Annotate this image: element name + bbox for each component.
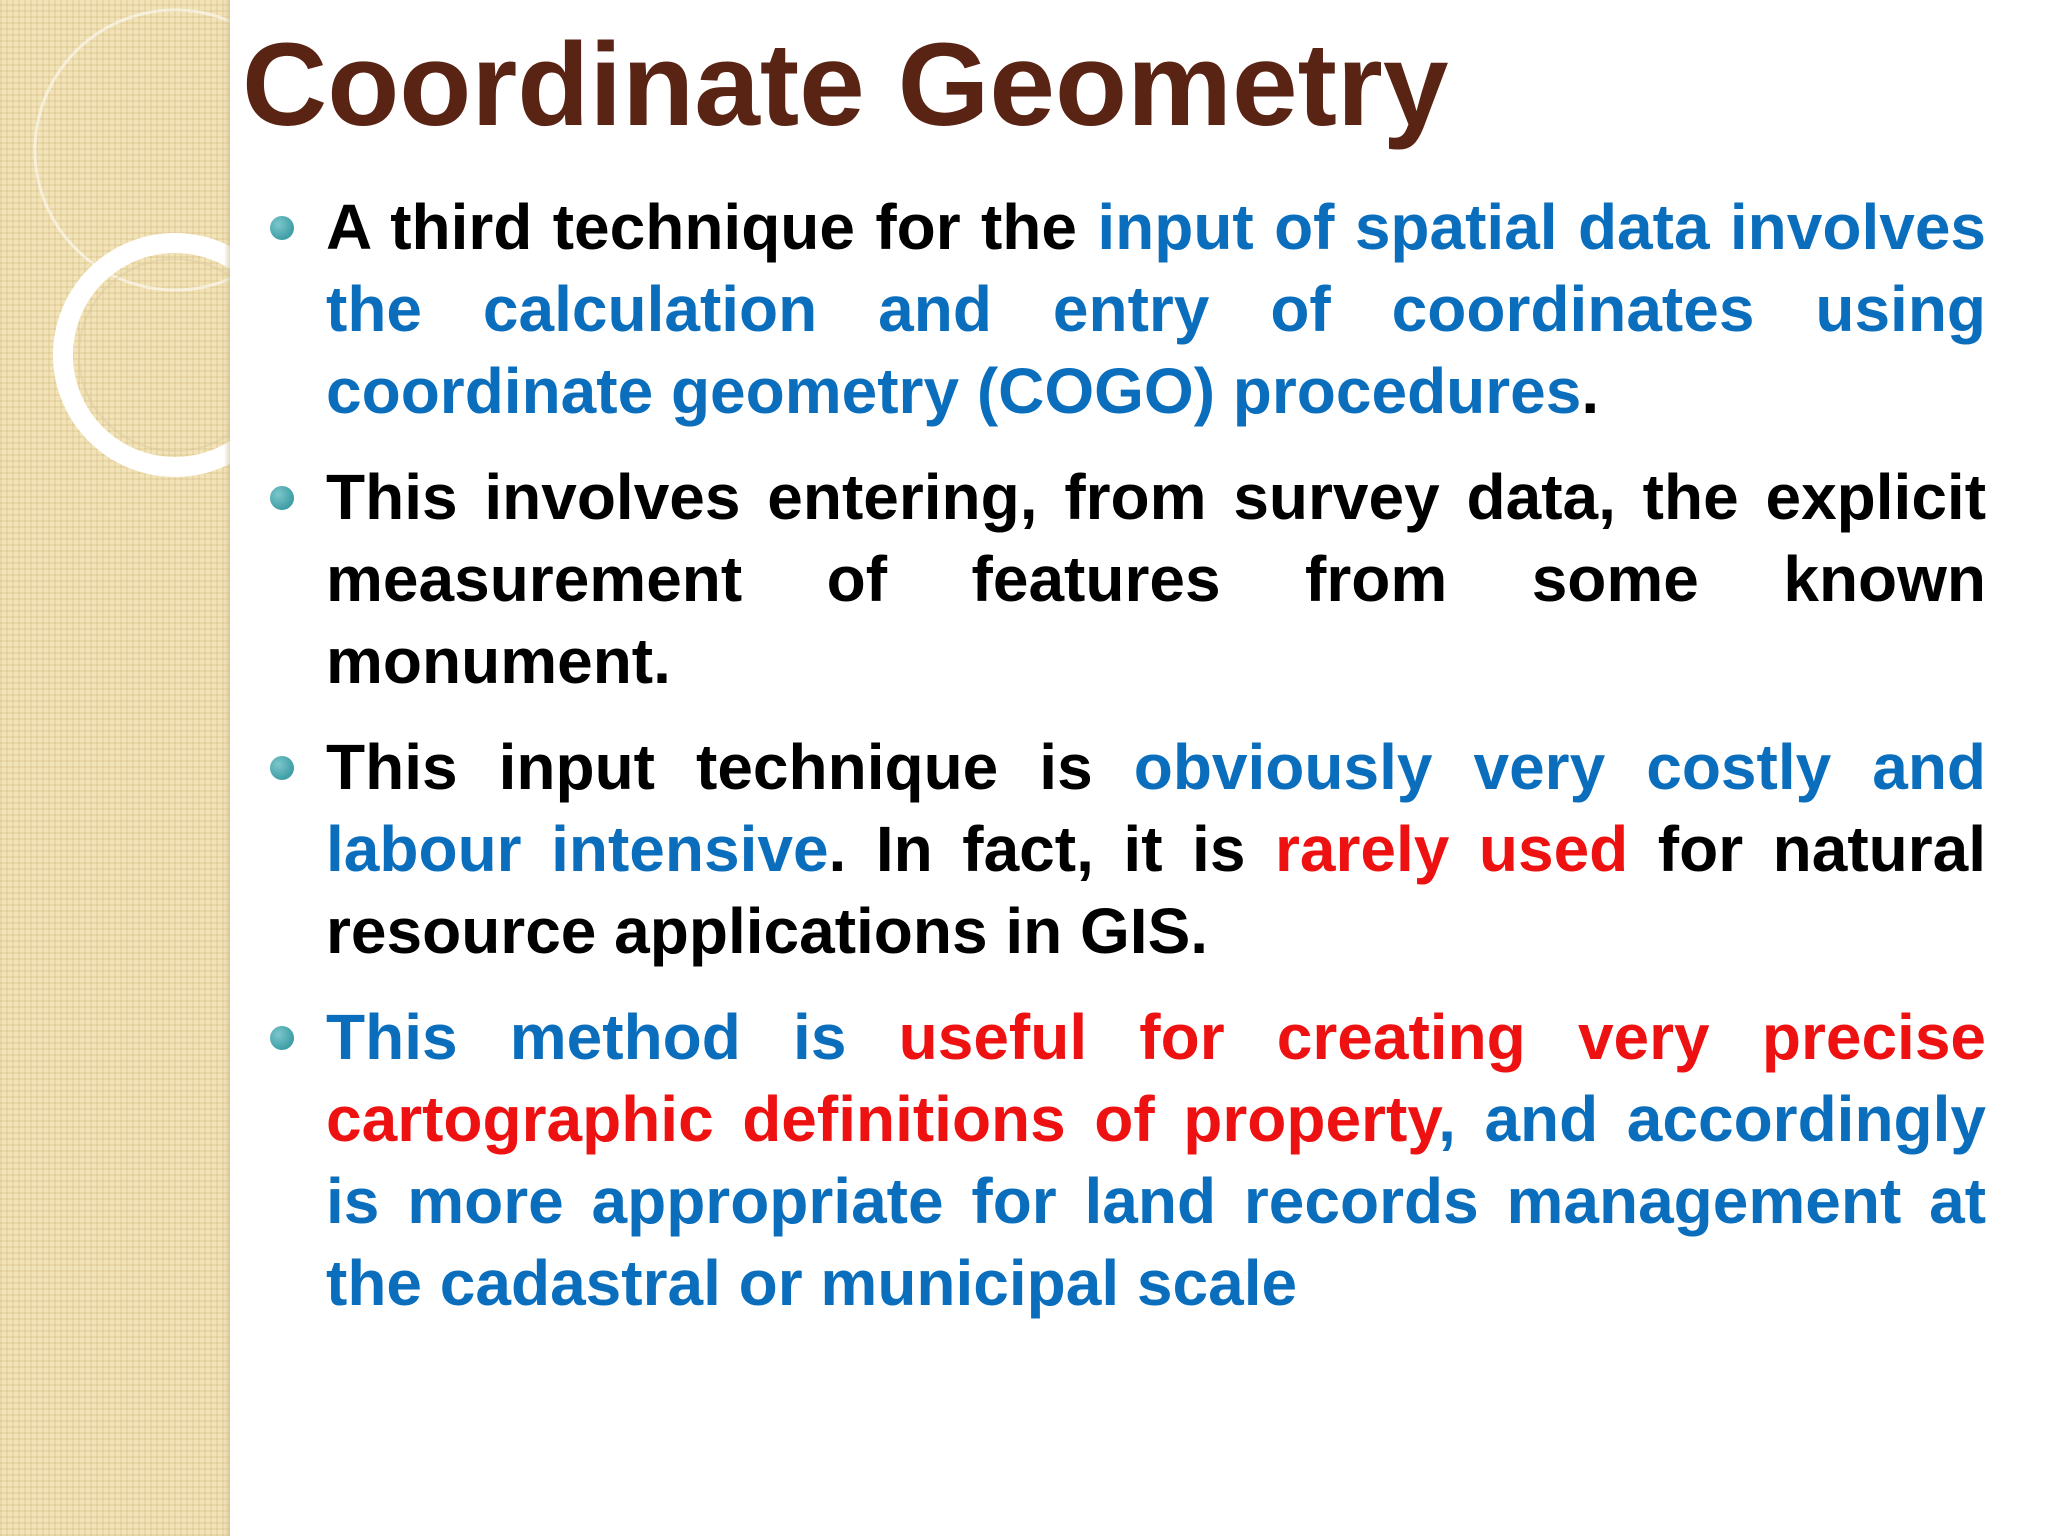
text-segment: obviously very costly and labour intensive <box>326 731 1987 885</box>
text-segment: , and accordingly is more appropriate for land records management at the cadastral or municipal scale <box>326 1083 1987 1319</box>
text-segment: A third technique for the <box>326 191 1098 263</box>
bullet-text <box>326 456 1986 702</box>
bullet-text <box>326 186 1986 432</box>
bullet-text <box>326 996 1986 1324</box>
text-segment: . In fact, it is <box>828 813 1275 885</box>
slide-title: Coordinate Geometry <box>242 19 1449 151</box>
decorative-side-panel <box>0 0 230 1536</box>
text-segment: input of spatial data involves the calculation and entry of coordinates using coordinate geometry (COGO) procedures <box>326 191 1987 427</box>
bullet-text <box>326 726 1986 972</box>
text-segment: rarely used <box>1274 813 1629 885</box>
bullet-point-icon <box>270 216 294 240</box>
text-segment: This input technique is <box>326 731 1134 803</box>
bullet-list <box>266 186 1986 1348</box>
text-segment: for natural resource applications in GIS. <box>326 813 1987 967</box>
bullet-item-4 <box>266 996 1986 1324</box>
text-segment: This method is <box>326 1001 899 1073</box>
bullet-point-icon <box>270 486 294 510</box>
bullet-point-icon <box>270 756 294 780</box>
bullet-item-3 <box>266 726 1986 972</box>
bullet-point-icon <box>270 1026 294 1050</box>
decorative-rings <box>0 0 230 500</box>
text-segment: This involves entering, from survey data, the explicit measurement of features from some known monument. <box>326 461 1986 697</box>
bullet-item-2 <box>266 456 1986 702</box>
text-segment: useful for creating very precise cartographic definitions of property <box>326 1001 1987 1155</box>
text-segment: . <box>1581 355 1600 427</box>
bullet-item-1 <box>266 186 1986 432</box>
